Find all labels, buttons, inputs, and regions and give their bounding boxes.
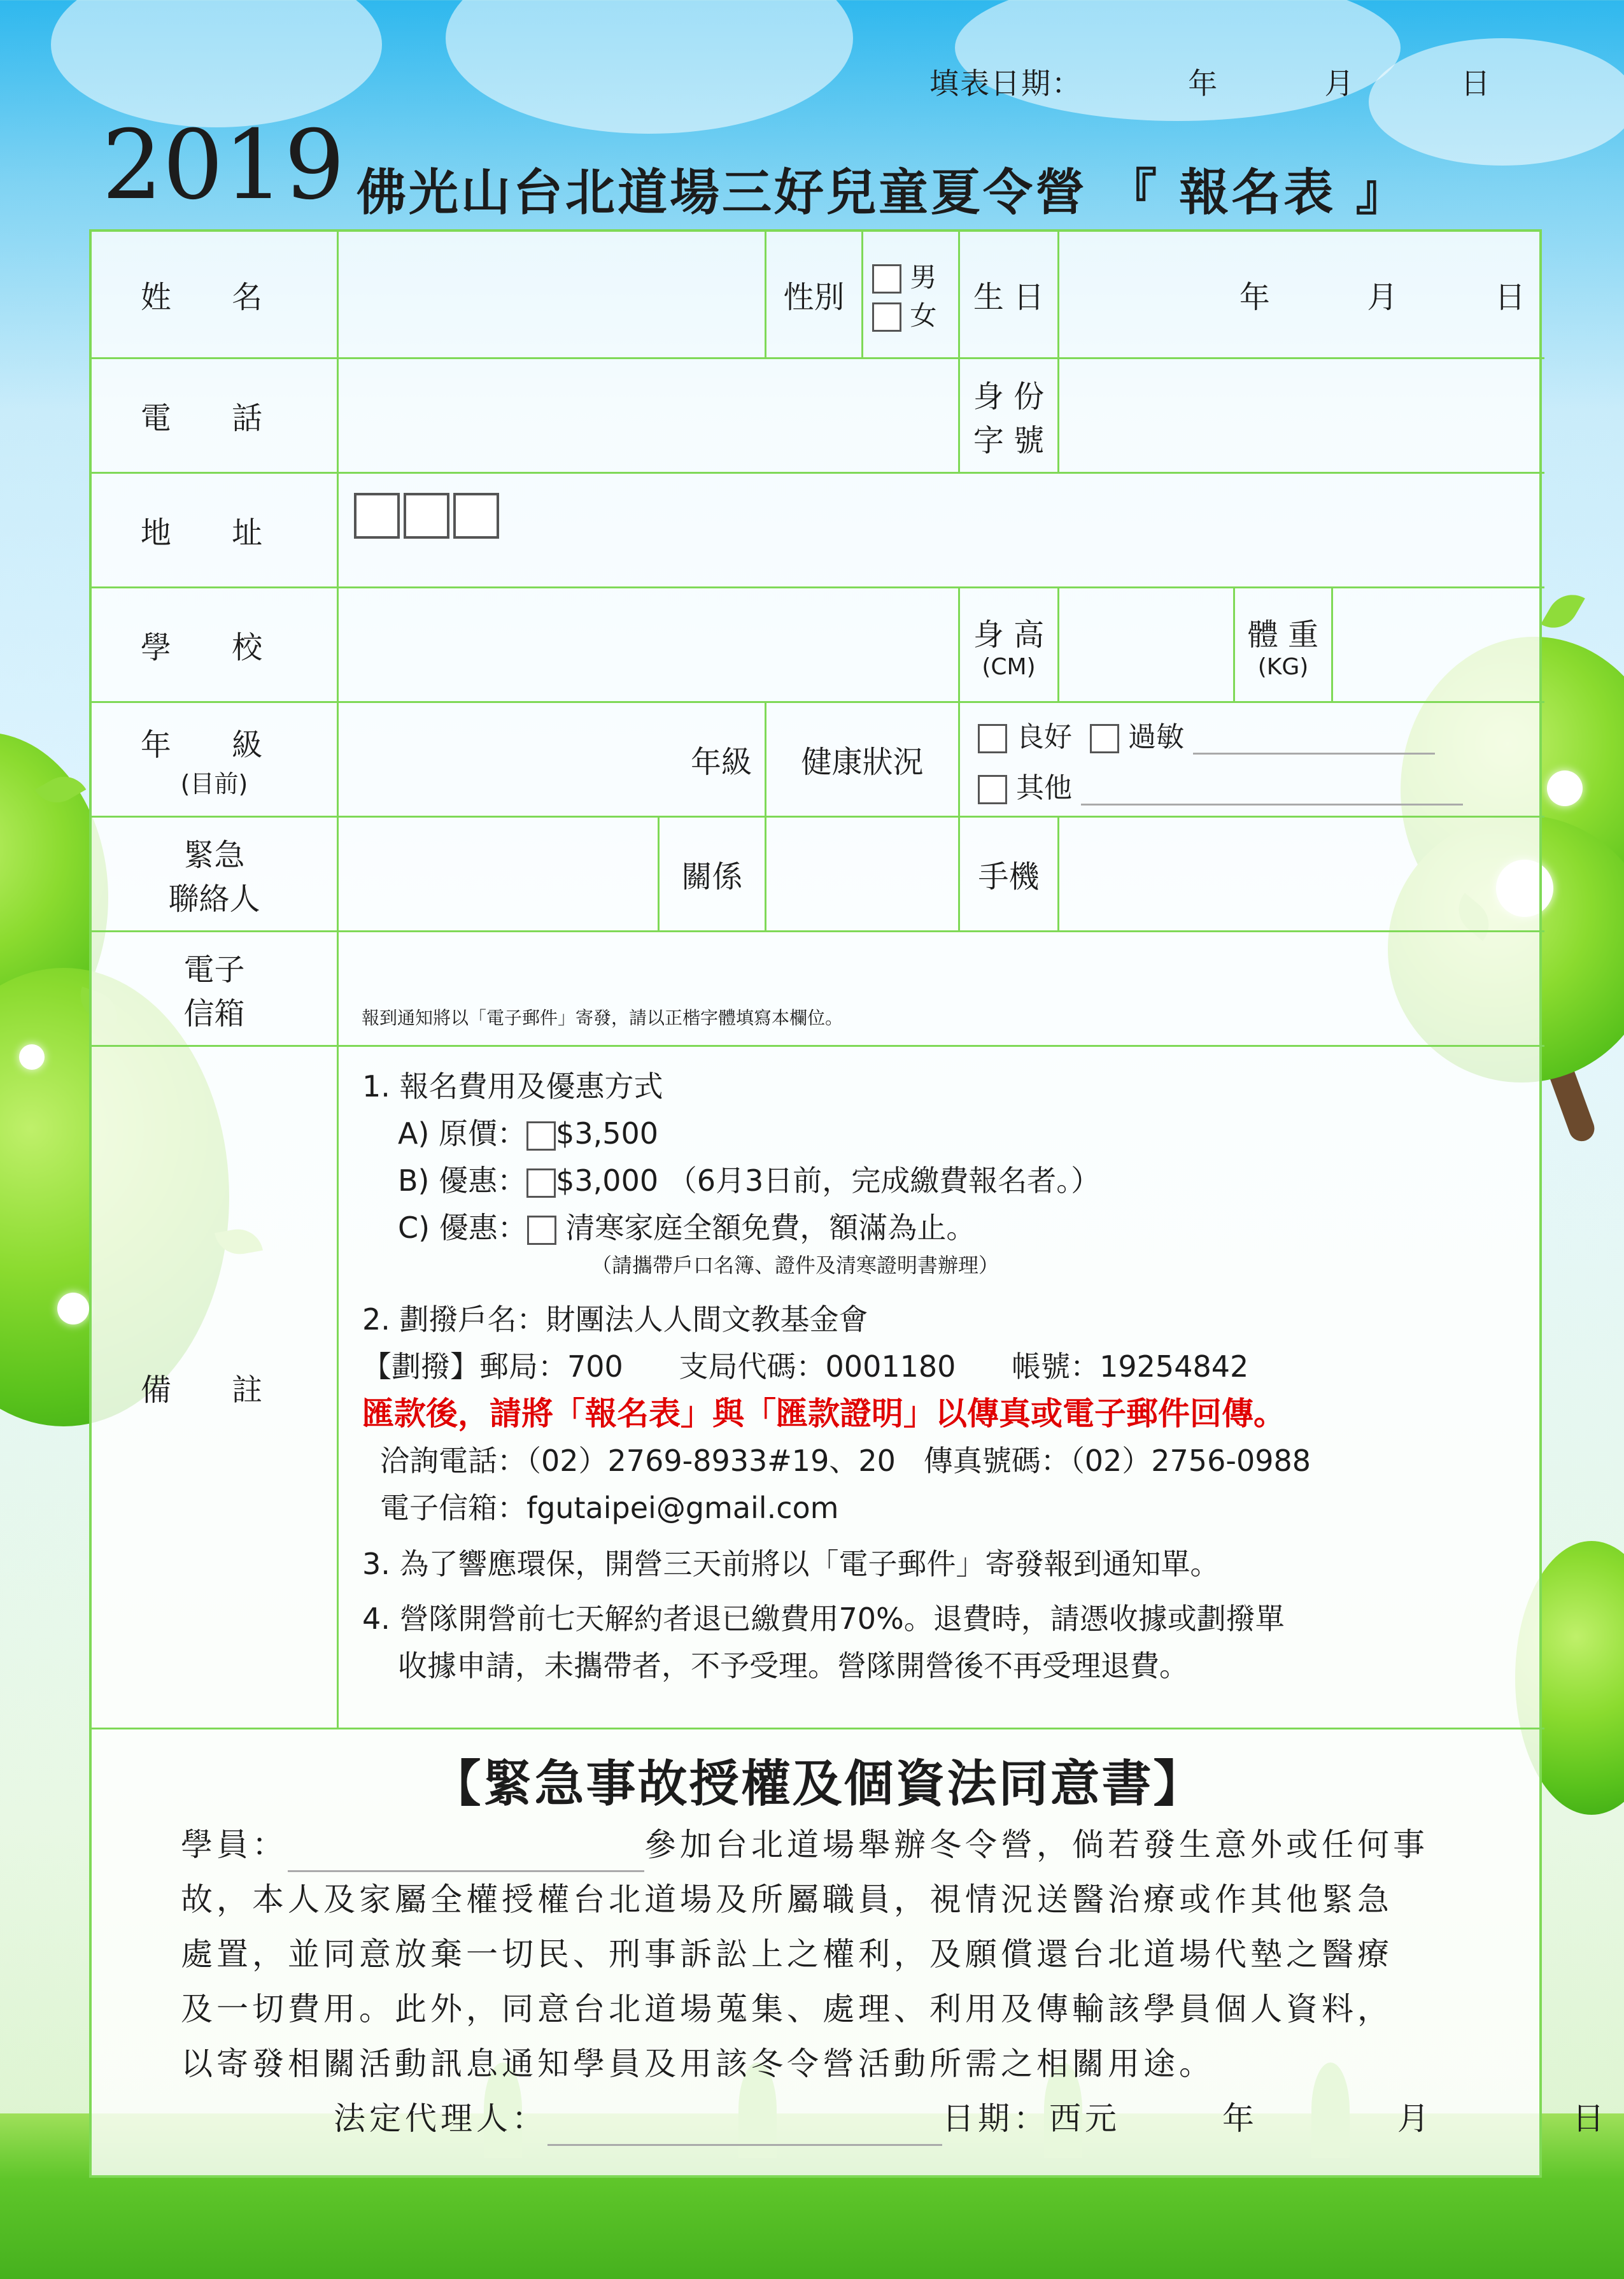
fee-title: 1. 報名費用及優惠方式: [362, 1069, 663, 1104]
school-label: 學 校: [92, 588, 339, 703]
note-item-4: 4. 營隊開營前七天解約者退已繳費用70%。退費時，請憑收據或劃撥單: [362, 1601, 1285, 1636]
fee-c-value: 清寒家庭全額免費，額滿為止。: [565, 1210, 976, 1245]
gender-male-label: 男: [910, 261, 937, 293]
fee-c-prefix: C) 優惠：: [398, 1210, 527, 1245]
emergency-contact-label: 緊急 聯絡人: [92, 818, 339, 932]
birthday-label: 生 日: [960, 232, 1059, 359]
grade-suffix: 年級: [690, 744, 752, 780]
year-title: 2019: [102, 110, 345, 221]
remarks-label: 備 註: [92, 1047, 339, 1729]
health-other-label: 其他: [1016, 771, 1072, 804]
fee-b-value: $3,000 （6月3日前，完成繳費報名者。）: [556, 1163, 1101, 1198]
health-label: 健康狀況: [766, 703, 960, 818]
leaf-decoration: [1541, 586, 1585, 637]
fill-date: 填表日期： 年 月 日: [929, 66, 1492, 101]
consent-text: [181, 1817, 1608, 2146]
school-field[interactable]: [339, 588, 960, 703]
contact-phone: 洽詢電話：（02）2769-8933#19、20 傳真號碼：（02）2756-0988: [380, 1444, 1311, 1478]
health-allergy-checkbox[interactable]: [1090, 724, 1119, 753]
ornament-ball: [1547, 770, 1583, 806]
ornament-ball: [57, 1293, 89, 1324]
birthday-field[interactable]: 年 月 日: [1059, 232, 1544, 359]
consent-date-ymd[interactable]: 年 月 日: [1222, 2100, 1608, 2137]
phone-field[interactable]: [339, 359, 960, 474]
page-title: 佛光山台北道場三好兒童夏令營 『 報名表 』: [357, 164, 1408, 222]
gender-male-checkbox[interactable]: [872, 264, 901, 294]
note-item-4-cont: 收據申請，未攜帶者，不予受理。營隊開營後不再受理退費。: [398, 1649, 1189, 1683]
mobile-field[interactable]: [1059, 818, 1544, 932]
address-field[interactable]: [339, 474, 1544, 588]
health-options: [960, 703, 1544, 818]
zip-box[interactable]: [354, 493, 400, 539]
email-field[interactable]: [339, 932, 1544, 1047]
health-other-checkbox[interactable]: [978, 775, 1007, 804]
account-name: 2. 劃撥戶名：財團法人人間文教基金會: [362, 1302, 868, 1337]
cloud-decoration: [51, 0, 382, 127]
fee-a-checkbox[interactable]: [526, 1121, 556, 1151]
contact-email: 電子信箱：fgutaipei@gmail.com: [380, 1491, 839, 1525]
zip-box[interactable]: [453, 493, 499, 539]
consent-line: 故，本人及家屬全權授權台北道場及所屬職員，視情況送醫治療或作其他緊急: [181, 1881, 1393, 1918]
ornament-ball: [19, 1044, 45, 1070]
fee-b-checkbox[interactable]: [526, 1168, 556, 1198]
email-note: 報到通知將以「電子郵件」寄發，請以正楷字體填寫本欄位。: [362, 1007, 844, 1028]
guardian-label: 法定代理人：: [334, 2100, 547, 2137]
relation-label: 關係: [660, 818, 766, 932]
grade-label: 年 級 (目前): [92, 703, 339, 818]
gender-female-checkbox[interactable]: [872, 302, 901, 332]
emergency-contact-field[interactable]: [339, 818, 660, 932]
registration-form: [89, 229, 1608, 2178]
weight-label: 體 重 (KG): [1235, 588, 1333, 703]
health-allergy-label: 過敏: [1127, 720, 1184, 753]
id-field[interactable]: [1059, 359, 1544, 474]
name-field[interactable]: [339, 232, 766, 359]
student-label: 學員：: [181, 1826, 288, 1863]
weight-field[interactable]: [1333, 588, 1544, 703]
cloud-decoration: [446, 0, 853, 134]
student-name-line[interactable]: [288, 1845, 644, 1872]
gender-label: 性別: [766, 232, 863, 359]
consent-date-label: 日期：西元: [942, 2100, 1120, 2137]
relation-field[interactable]: [766, 818, 960, 932]
account-detail: 【劃撥】郵局：700 支局代碼：0001180 帳號：19254842: [362, 1349, 1249, 1384]
email-label: 電子 信箱: [92, 932, 339, 1047]
other-line[interactable]: [1081, 778, 1463, 806]
address-label: 地 址: [92, 474, 339, 588]
consent-line: 及一切費用。此外，同意台北道場蒐集、處理、利用及傳輸該學員個人資料，: [181, 1991, 1393, 2027]
height-field[interactable]: [1059, 588, 1235, 703]
remit-notice: 匯款後，請將「報名表」與「匯款證明」以傳真或電子郵件回傳。: [362, 1395, 1285, 1432]
consent-line: 參加台北道場舉辦冬令營，倘若發生意外或任何事: [644, 1826, 1429, 1863]
fee-c-note: （請攜帶戶口名簿、證件及清寒證明書辦理）: [591, 1253, 999, 1277]
gender-female-label: 女: [910, 299, 937, 331]
phone-label: 電 話: [92, 359, 339, 474]
consent-title: 【緊急事故授權及個資法同意書】: [431, 1756, 1205, 1813]
id-label: 身 份 字 號: [960, 359, 1059, 474]
gender-options: [863, 232, 960, 359]
fee-a-value: $3,500: [556, 1116, 659, 1151]
consent-line: 以寄發相關活動訊息通知學員及用該冬令營活動所需之相關用途。: [181, 2045, 1215, 2082]
health-good-label: 良好: [1016, 720, 1072, 753]
name-label: 姓 名: [92, 232, 339, 359]
mobile-label: 手機: [960, 818, 1059, 932]
fee-c-checkbox[interactable]: [527, 1216, 556, 1245]
remarks-notes: [362, 1063, 1311, 1689]
fee-a-prefix: A) 原價：: [398, 1116, 527, 1151]
zip-box[interactable]: [404, 493, 449, 539]
note-item-3: 3. 為了響應環保，開營三天前將以「電子郵件」寄發報到通知單。: [362, 1547, 1220, 1581]
height-label: 身 高 (CM): [960, 588, 1059, 703]
allergy-line[interactable]: [1193, 727, 1435, 755]
health-good-checkbox[interactable]: [978, 724, 1007, 753]
fee-b-prefix: B) 優惠：: [398, 1163, 527, 1198]
consent-line: 處置，並同意放棄一切民、刑事訴訟上之權利，及願償還台北道場代墊之醫療: [181, 1936, 1393, 1973]
grade-field[interactable]: [339, 703, 766, 818]
guardian-signature-line[interactable]: [547, 2119, 942, 2146]
